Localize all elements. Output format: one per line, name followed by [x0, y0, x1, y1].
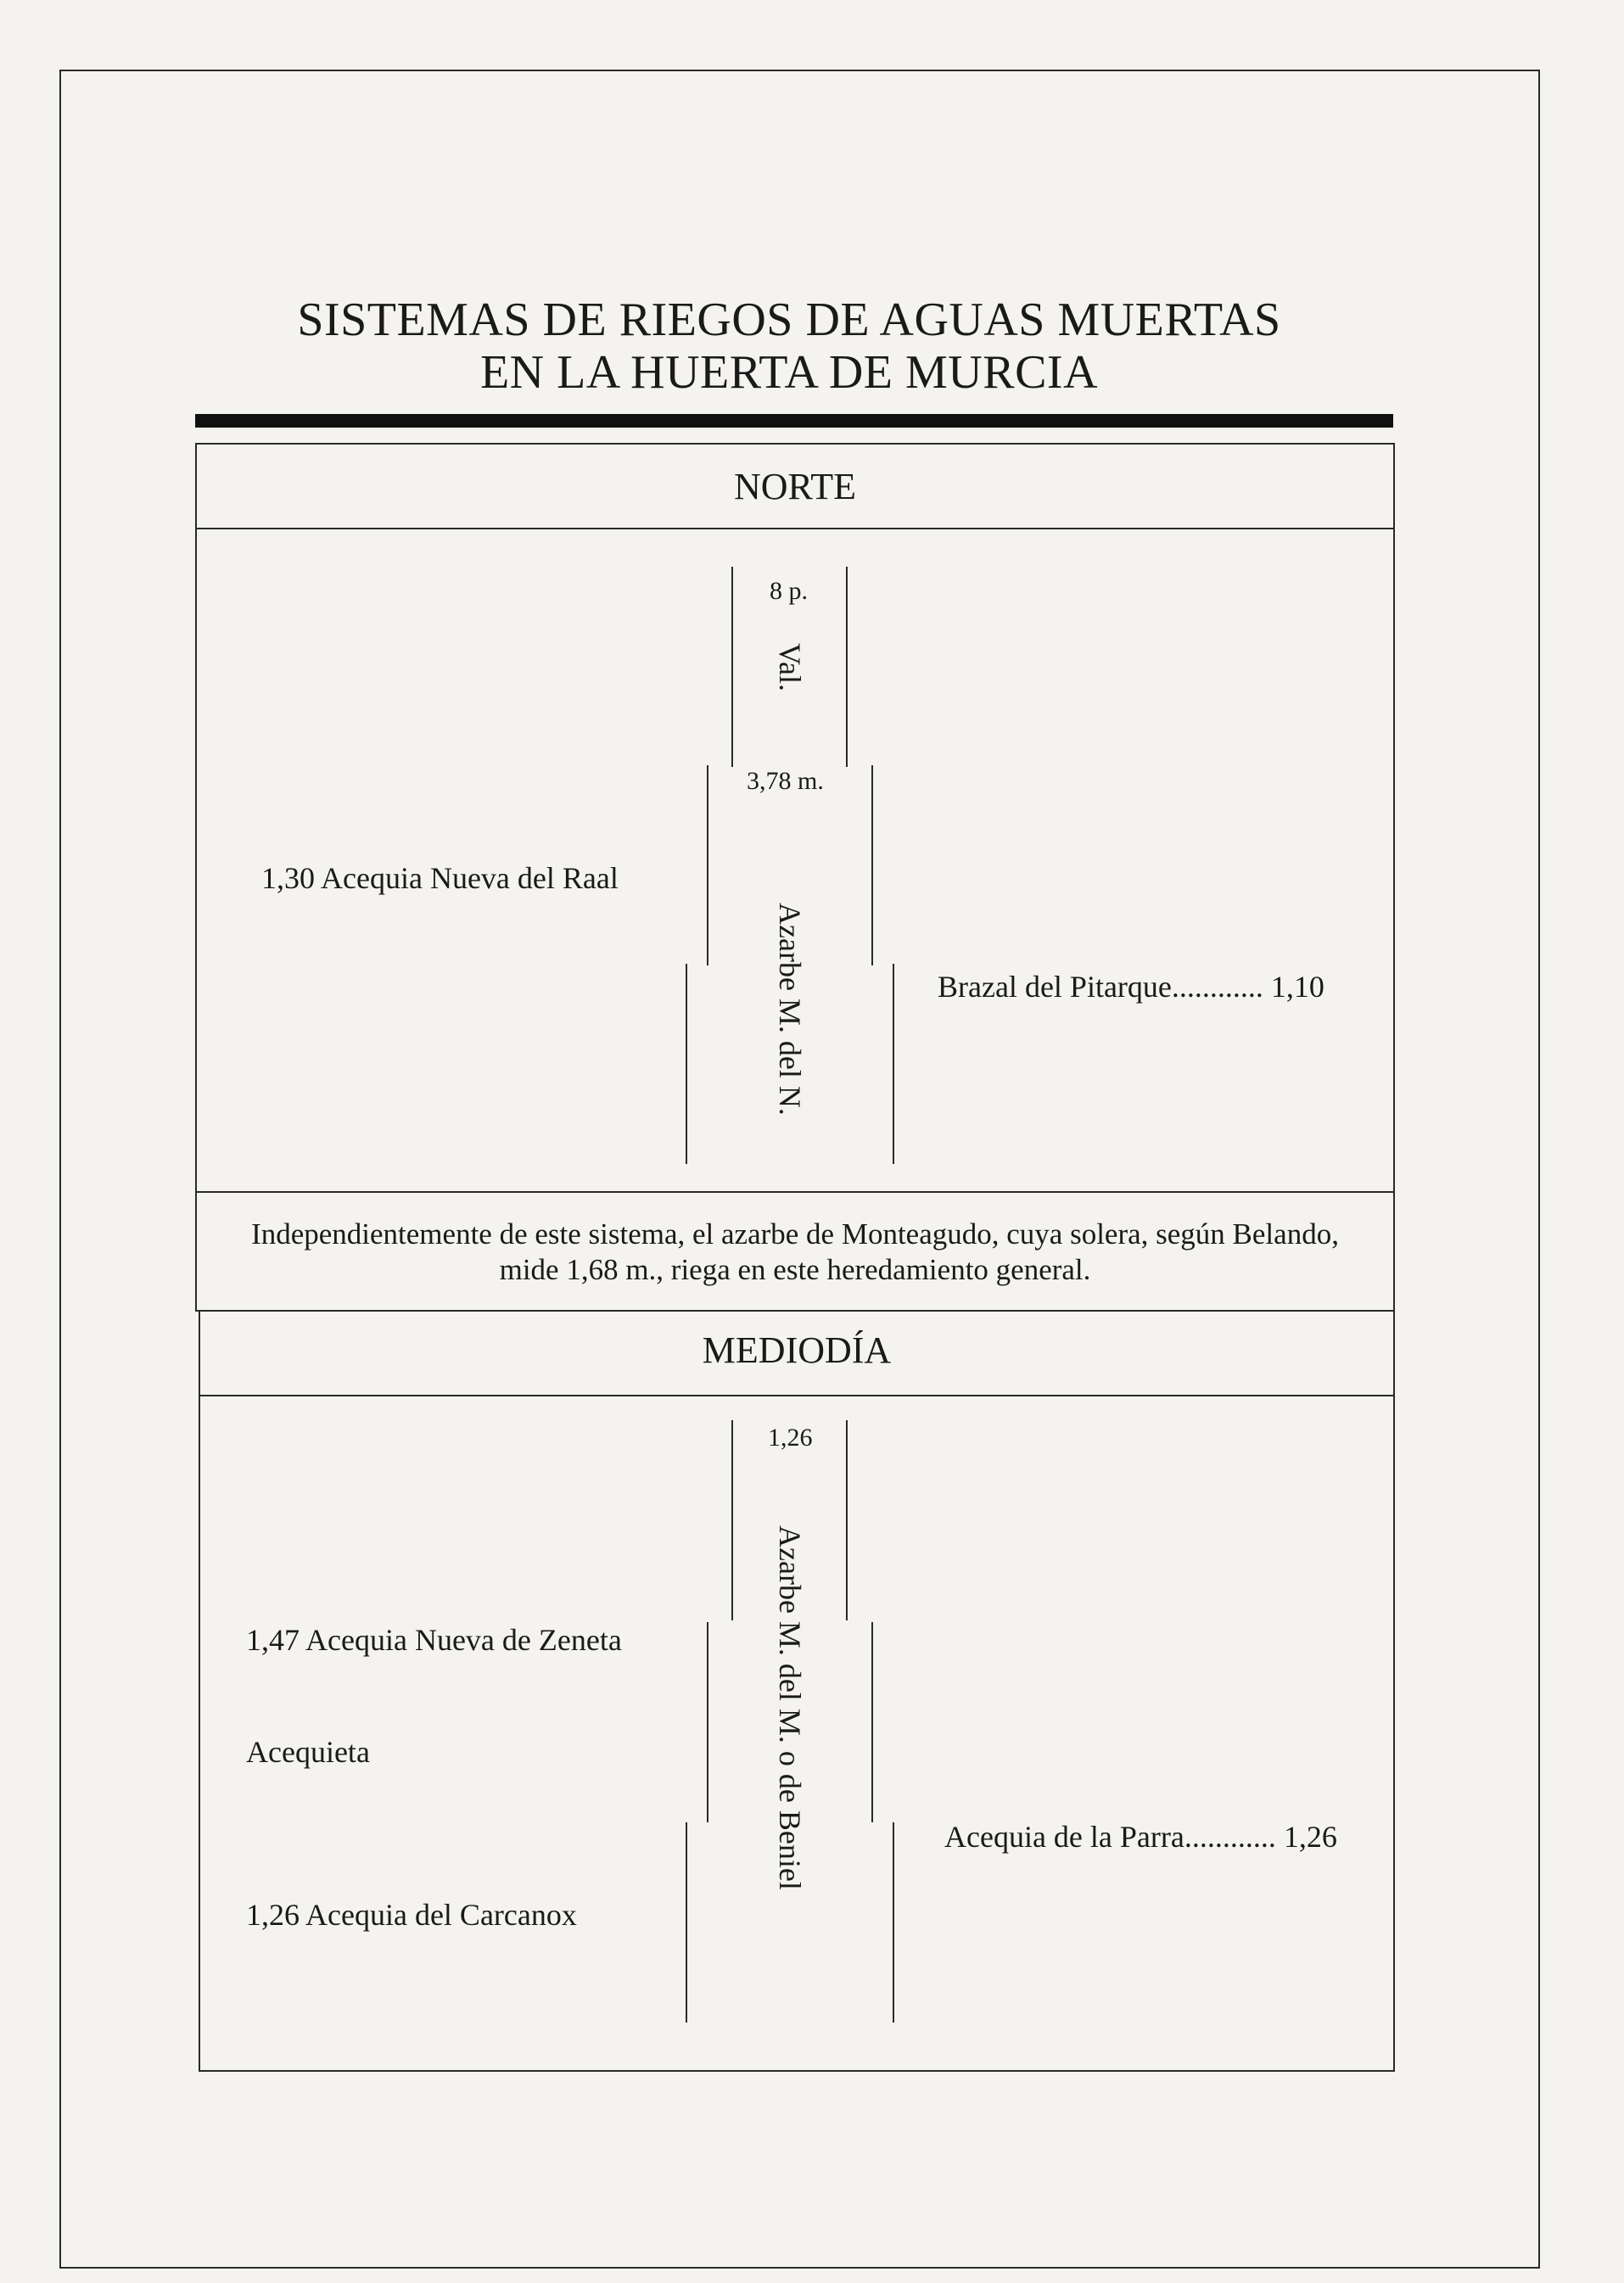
- norte-top-width: 8 p.: [770, 577, 808, 605]
- mediodia-low-left-wall: [686, 1822, 687, 2023]
- mediodia-main-channel: Azarbe M. del M. o de Beniel: [773, 1525, 807, 1890]
- norte-left-branch: 1,30 Acequia Nueva del Raal: [261, 861, 619, 895]
- mediodia-low-right-wall: [893, 1822, 894, 2023]
- mediodia-left-branch-2: Acequieta: [246, 1735, 370, 1769]
- mediodia-right-branch: Acequia de la Parra............ 1,26: [944, 1820, 1337, 1854]
- norte-val-right-wall: [846, 567, 848, 767]
- note-line-2: mide 1,68 m., riega en este heredamiento general.: [499, 1253, 1091, 1286]
- norte-low-left-wall: [686, 964, 687, 1164]
- mediodia-left-branch-1: 1,47 Acequia Nueva de Zeneta: [246, 1623, 622, 1657]
- norte-note-divider: [195, 1191, 1395, 1193]
- mediodia-left-branch-3: 1,26 Acequia del Carcanox: [246, 1898, 577, 1932]
- norte-heading-divider: [195, 528, 1395, 529]
- norte-val-left-wall: [731, 567, 733, 767]
- title-rule: [195, 414, 1393, 428]
- norte-mid-right-wall: [871, 765, 873, 965]
- title-line-1: SISTEMAS DE RIEGOS DE AGUAS MUERTAS: [297, 294, 1281, 346]
- mediodia-mid-left-wall: [707, 1622, 708, 1822]
- norte-main-channel: Azarbe M. del N.: [773, 903, 807, 1116]
- mediodia-mid-right-wall: [871, 1622, 873, 1822]
- norte-right-branch: Brazal del Pitarque............ 1,10: [938, 970, 1324, 1004]
- norte-low-right-wall: [893, 964, 894, 1164]
- mediodia-heading: MEDIODÍA: [702, 1329, 892, 1371]
- title-line-2: EN LA HUERTA DE MURCIA: [479, 346, 1099, 399]
- mediodia-top-right-wall: [846, 1420, 848, 1620]
- norte-top-channel: Val.: [773, 643, 807, 691]
- norte-mid-width: 3,78 m.: [747, 767, 824, 795]
- mediodia-heading-divider: [199, 1395, 1395, 1396]
- norte-heading: NORTE: [733, 466, 856, 507]
- norte-mid-left-wall: [707, 765, 708, 965]
- mediodia-top-left-wall: [731, 1420, 733, 1620]
- mediodia-top-width: 1,26: [768, 1424, 813, 1452]
- note-line-1: Independientemente de este sistema, el azarbe de Monteagudo, cuya solera, según Belando,: [251, 1217, 1339, 1251]
